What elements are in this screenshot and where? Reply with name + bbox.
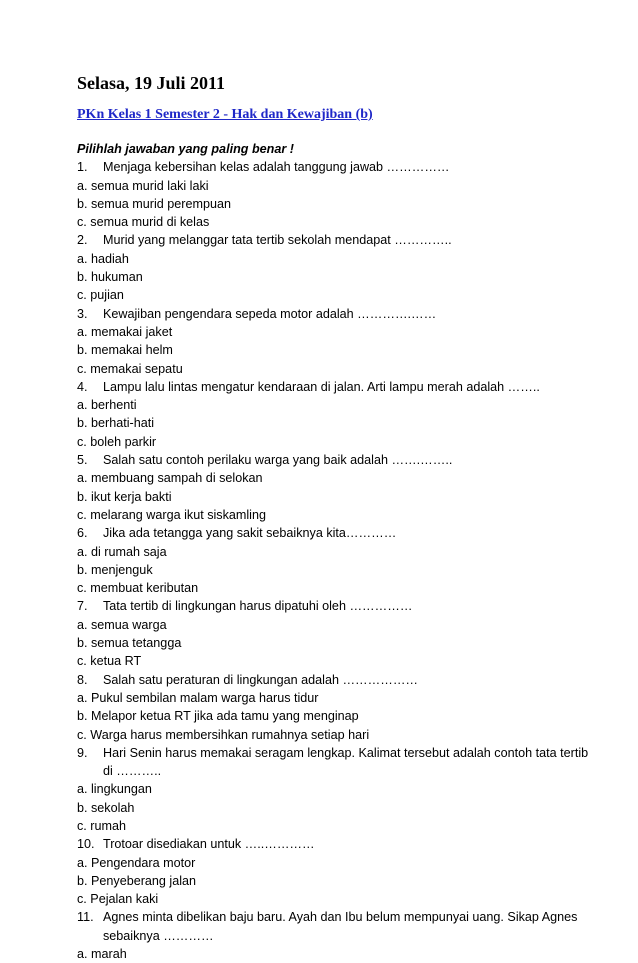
- question-block: [77, 451, 597, 524]
- question-line: [77, 524, 597, 542]
- answer-option: a. memakai jaket: [77, 324, 173, 339]
- answer-option: a. di rumah saja: [77, 544, 167, 559]
- answer-option: c. ketua RT: [77, 654, 142, 669]
- question-list: [77, 158, 597, 963]
- question-number: 3.: [77, 306, 88, 321]
- question-line: [77, 158, 597, 176]
- question-line: [77, 671, 597, 689]
- question-block: [77, 597, 597, 670]
- answer-option: b. memakai helm: [77, 343, 173, 358]
- question-block: [77, 378, 597, 451]
- question-line: [77, 451, 597, 469]
- answer-option: a. semua murid laki laki: [77, 178, 209, 193]
- question-number: 6.: [77, 526, 88, 541]
- answer-option: b. semua tetangga: [77, 636, 182, 651]
- question-text: Lampu lalu lintas mengatur kendaraan di jalan. Arti lampu merah adalah ……..: [103, 379, 540, 394]
- answer-option: a. hadiah: [77, 251, 129, 266]
- question-text: Jika ada tetangga yang sakit sebaiknya kita…………: [103, 526, 397, 541]
- document-subtitle-link[interactable]: PKn Kelas 1 Semester 2 - Hak dan Kewajiban (b): [77, 107, 373, 122]
- instruction-text: Pilihlah jawaban yang paling benar !: [77, 142, 294, 156]
- question-block: [77, 158, 597, 231]
- answer-option: c. boleh parkir: [77, 434, 157, 449]
- question-line: [77, 597, 597, 615]
- answer-option: a. Pengendara motor: [77, 855, 196, 870]
- question-number: 2.: [77, 233, 88, 248]
- answer-option: a. marah: [77, 947, 127, 962]
- answer-option: c. semua murid di kelas: [77, 215, 210, 230]
- question-text: Tata tertib di lingkungan harus dipatuhi oleh ……………: [103, 599, 413, 614]
- question-number: 4.: [77, 379, 88, 394]
- answer-option: b. Penyeberang jalan: [77, 873, 197, 888]
- answer-option: b. menjenguk: [77, 562, 153, 577]
- answer-option: a. Pukul sembilan malam warga harus tidur: [77, 690, 319, 705]
- answer-option: c. pujian: [77, 288, 124, 303]
- answer-option: b. hukuman: [77, 270, 143, 285]
- question-line: [77, 908, 597, 945]
- question-block: [77, 305, 597, 378]
- question-line: [77, 378, 597, 396]
- question-line: [77, 305, 597, 323]
- question-text: Kewajiban pengendara sepeda motor adalah ………….……: [103, 306, 437, 321]
- answer-option: c. rumah: [77, 818, 126, 833]
- question-block: [77, 908, 597, 963]
- answer-option: c. memakai sepatu: [77, 361, 183, 376]
- question-block: [77, 835, 597, 908]
- question-number: 8.: [77, 672, 88, 687]
- question-block: [77, 524, 597, 597]
- question-line: [77, 744, 597, 781]
- answer-option: b. sekolah: [77, 800, 135, 815]
- answer-option: c. membuat keributan: [77, 581, 199, 596]
- question-number: 1.: [77, 160, 88, 175]
- question-line: [77, 835, 597, 853]
- question-text: Salah satu peraturan di lingkungan adalah ………………: [103, 672, 419, 687]
- answer-option: c. melarang warga ikut siskamling: [77, 507, 266, 522]
- question-line: [77, 231, 597, 249]
- question-block: [77, 671, 597, 744]
- answer-option: a. membuang sampah di selokan: [77, 471, 263, 486]
- answer-option: b. ikut kerja bakti: [77, 489, 172, 504]
- answer-option: a. berhenti: [77, 398, 137, 413]
- answer-option: a. lingkungan: [77, 782, 152, 797]
- question-text: Salah satu contoh perilaku warga yang baik adalah …….……..: [103, 453, 453, 468]
- question-number: 11.: [77, 910, 94, 925]
- answer-option: b. berhati-hati: [77, 416, 155, 431]
- answer-option: a. semua warga: [77, 617, 167, 632]
- question-number: 7.: [77, 599, 88, 614]
- question-text: Menjaga kebersihan kelas adalah tanggung jawab ……………: [103, 160, 450, 175]
- question-text: Murid yang melanggar tata tertib sekolah mendapat …………..: [103, 233, 452, 248]
- document-page: [77, 72, 597, 963]
- question-number: 10.: [77, 837, 95, 852]
- question-number: 9.: [77, 745, 88, 760]
- answer-option: b. semua murid perempuan: [77, 196, 232, 211]
- answer-option: c. Pejalan kaki: [77, 892, 159, 907]
- question-number: 5.: [77, 453, 88, 468]
- answer-option: b. Melapor ketua RT jika ada tamu yang menginap: [77, 709, 359, 724]
- answer-option: c. Warga harus membersihkan rumahnya setiap hari: [77, 727, 370, 742]
- document-date: Selasa, 19 Juli 2011: [77, 73, 226, 93]
- question-text: Hari Senin harus memakai seragam lengkap. Kalimat tersebut adalah contoh tata tertib di ………..: [103, 745, 589, 779]
- question-text: Agnes minta dibelikan baju baru. Ayah dan Ibu belum mempunyai uang. Sikap Agnes sebaiknya …………: [103, 910, 578, 943]
- question-text: Trotoar disediakan untuk …..…………: [103, 837, 315, 852]
- question-block: [77, 744, 597, 835]
- question-block: [77, 231, 597, 304]
